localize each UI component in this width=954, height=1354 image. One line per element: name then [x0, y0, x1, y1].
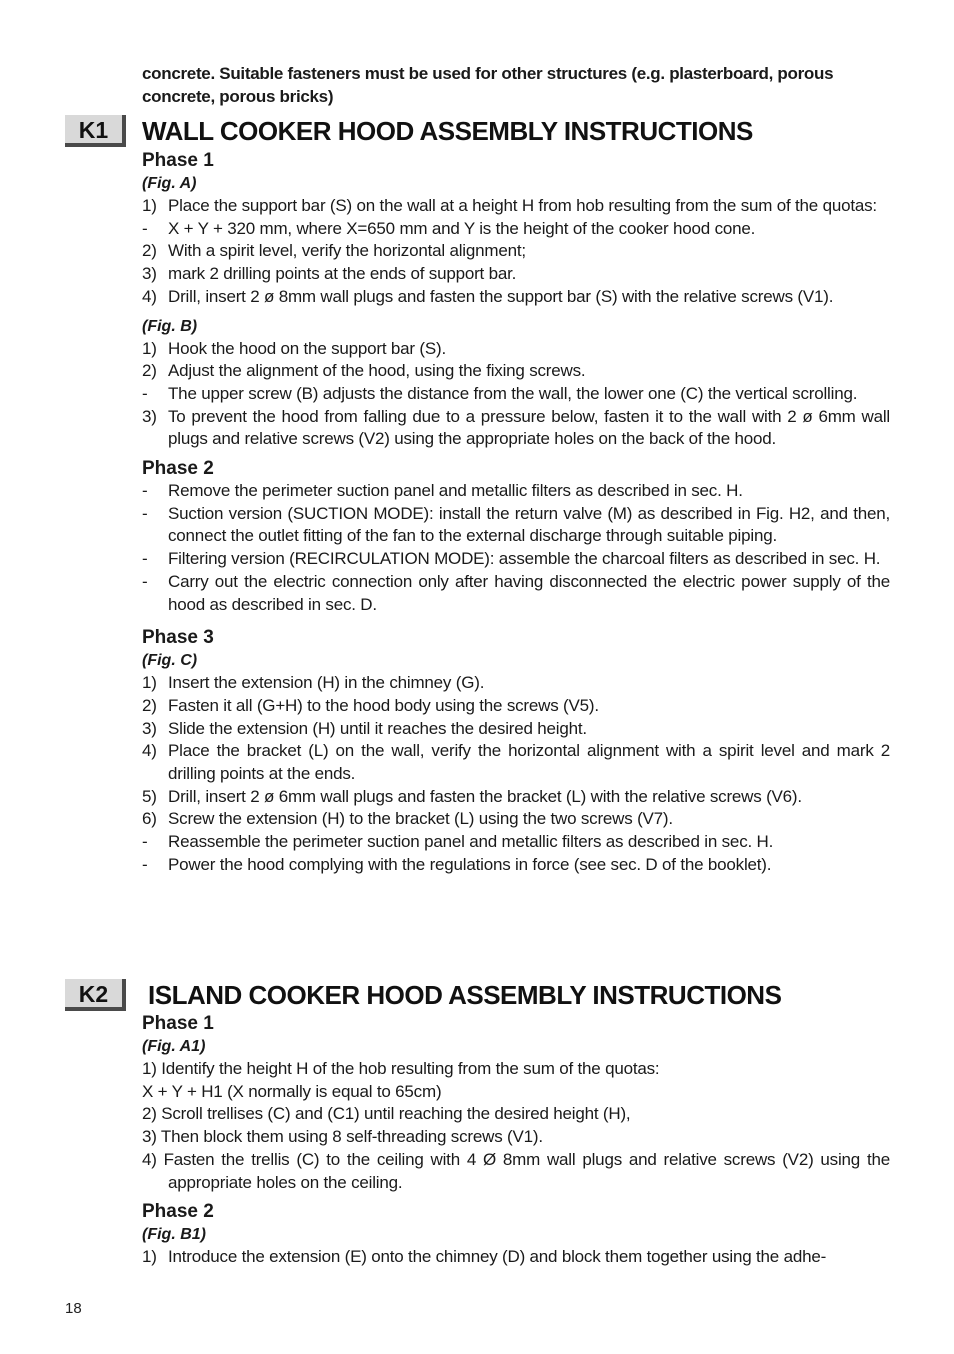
item-text: Hook the hood on the support bar (S). [168, 338, 446, 358]
item-marker: 1) [142, 196, 157, 215]
section-title-k2: ISLAND COOKER HOOD ASSEMBLY INSTRUCTIONS [148, 980, 782, 1010]
item-text: Drill, insert 2 ø 6mm wall plugs and fasten the bracket (L) with the relative screws (V6). [168, 786, 802, 806]
instruction-item [142, 406, 890, 451]
phase-heading: Phase 2 [142, 1201, 214, 1223]
item-marker: - [142, 503, 148, 523]
item-text: Place the bracket (L) on the wall, verify the horizontal alignment with a spirit level and mark 2 drilling points at the ends. [168, 741, 890, 784]
item-marker: - [142, 854, 148, 874]
section-k1-body [142, 149, 890, 877]
instruction-item [142, 571, 890, 616]
plain-line-list [142, 1058, 890, 1194]
figure-ref: (Fig. A1) [142, 1038, 206, 1055]
figure-ref: (Fig. B1) [142, 1226, 206, 1244]
figure-ref: (Fig. A) [142, 175, 197, 192]
instruction-item [142, 240, 890, 263]
item-text: The upper screw (B) adjusts the distance from the wall, the lower one (C) the vertical scrolling. [168, 383, 858, 403]
phase-heading: Phase 1 [142, 150, 214, 171]
item-text: Suction version (SUCTION MODE): install the return valve (M) as described in Fig. H2, and then, connect the outlet fitting of the fan to the external discharge through suitable piping. [168, 503, 890, 546]
intro-text: concrete. Suitable fasteners must be used for other structures (e.g. plasterboard, porous concrete, porous bricks) [142, 64, 834, 106]
item-marker: 1) [142, 673, 157, 693]
item-marker: 3) [142, 264, 157, 284]
item-marker: 3) [142, 718, 157, 738]
item-text: Adjust the alignment of the hood, using the fixing screws. [168, 361, 586, 381]
instruction-item [142, 786, 890, 809]
instruction-item [142, 338, 890, 361]
instruction-list [142, 1246, 890, 1269]
item-text: Filtering version (RECIRCULATION MODE): assemble the charcoal filters as described in sec. H. [168, 549, 881, 569]
item-marker: - [142, 832, 148, 852]
section-badge-k2: K2 [65, 979, 126, 1011]
figure-ref: (Fig. C) [142, 652, 198, 670]
item-text: Reassemble the perimeter suction panel and metallic filters as described in sec. H. [168, 832, 774, 852]
plain-line: 3) Then block them using 8 self-threading screws (V1). [142, 1127, 543, 1147]
item-text: Carry out the electric connection only after having disconnected the electric power supply of the hood as described in sec. D. [168, 571, 890, 614]
item-text: Screw the extension (H) to the bracket (L) using the two screws (V7). [168, 809, 673, 829]
section-k2-body [142, 1012, 890, 1269]
plain-line: 2) Scroll trellises (C) and (C1) until reaching the desired height (H), [142, 1104, 631, 1124]
instruction-item [142, 672, 890, 695]
item-marker: 6) [142, 809, 157, 829]
item-text: mark 2 drilling points at the ends of support bar. [168, 264, 517, 284]
item-marker: 2) [142, 695, 157, 715]
item-marker: - [142, 218, 148, 238]
instruction-item [142, 263, 890, 286]
plain-line: 4) Fasten the trellis (C) to the ceiling with 4 Ø 8mm wall plugs and relative screws (V2) using the appropriate holes on the ceiling. [142, 1149, 890, 1192]
item-marker: 5) [142, 786, 157, 806]
instruction-item [142, 195, 890, 218]
instruction-item [142, 1246, 890, 1269]
phase-heading: Phase 1 [142, 1013, 214, 1034]
item-text: X + Y + 320 mm, where X=650 mm and Y is the height of the cooker hood cone. [168, 218, 756, 238]
phase-heading: Phase 2 [142, 458, 214, 480]
item-marker: - [142, 549, 148, 569]
item-marker: - [142, 571, 148, 591]
item-text: Fasten it all (G+H) to the hood body using the screws (V5). [168, 695, 599, 715]
item-marker: 4) [142, 741, 157, 761]
item-marker: 1) [142, 1247, 157, 1267]
item-text: Place the support bar (S) on the wall at a height H from hob resulting from the sum of the quotas: [168, 196, 877, 215]
plain-line: X + Y + H1 (X normally is equal to 65cm) [142, 1081, 442, 1101]
item-marker: - [142, 383, 148, 403]
instruction-list [142, 480, 890, 616]
instruction-list [142, 672, 890, 876]
instruction-list [142, 338, 890, 452]
phase-heading: Phase 3 [142, 627, 214, 649]
instruction-item [142, 218, 890, 241]
instruction-item [142, 360, 890, 383]
instruction-item [142, 383, 890, 406]
plain-line: 1) Identify the height H of the hob resulting from the sum of the quotas: [142, 1059, 660, 1078]
item-marker: 2) [142, 361, 157, 381]
item-marker: 1) [142, 338, 157, 358]
instruction-item [142, 503, 890, 548]
page-number: 18 [65, 1300, 82, 1317]
item-text: Remove the perimeter suction panel and metallic filters as described in sec. H. [168, 481, 743, 501]
item-text: Slide the extension (H) until it reaches the desired height. [168, 718, 587, 738]
item-marker: 3) [142, 406, 157, 426]
figure-ref: (Fig. B) [142, 317, 198, 335]
item-text: Drill, insert 2 ø 8mm wall plugs and fasten the support bar (S) with the relative screws (V1). [168, 286, 834, 306]
instruction-item [142, 808, 890, 831]
instruction-item [142, 695, 890, 718]
instruction-item [142, 740, 890, 785]
item-marker: 4) [142, 286, 157, 306]
instruction-item [142, 854, 890, 877]
item-text: Power the hood complying with the regulations in force (see sec. D of the booklet). [168, 854, 772, 874]
section-badge-k1: K1 [65, 115, 126, 147]
item-text: Insert the extension (H) in the chimney (G). [168, 673, 485, 693]
item-marker: 2) [142, 241, 157, 261]
section-title-k1: WALL COOKER HOOD ASSEMBLY INSTRUCTIONS [142, 116, 753, 146]
instruction-item [142, 480, 890, 503]
instruction-list [142, 195, 890, 309]
instruction-item [142, 286, 890, 309]
instruction-item [142, 831, 890, 854]
item-marker: - [142, 481, 148, 501]
instruction-item [142, 548, 890, 571]
instruction-item [142, 718, 890, 741]
item-text: To prevent the hood from falling due to a pressure below, fasten it to the wall with 2 ø 6mm wall plugs and relative screws (V2) using the appropriate holes on the back of the hood. [168, 406, 890, 449]
item-text: With a spirit level, verify the horizontal alignment; [168, 241, 526, 261]
item-text: Introduce the extension (E) onto the chimney (D) and block them together using the adhe- [168, 1247, 827, 1267]
